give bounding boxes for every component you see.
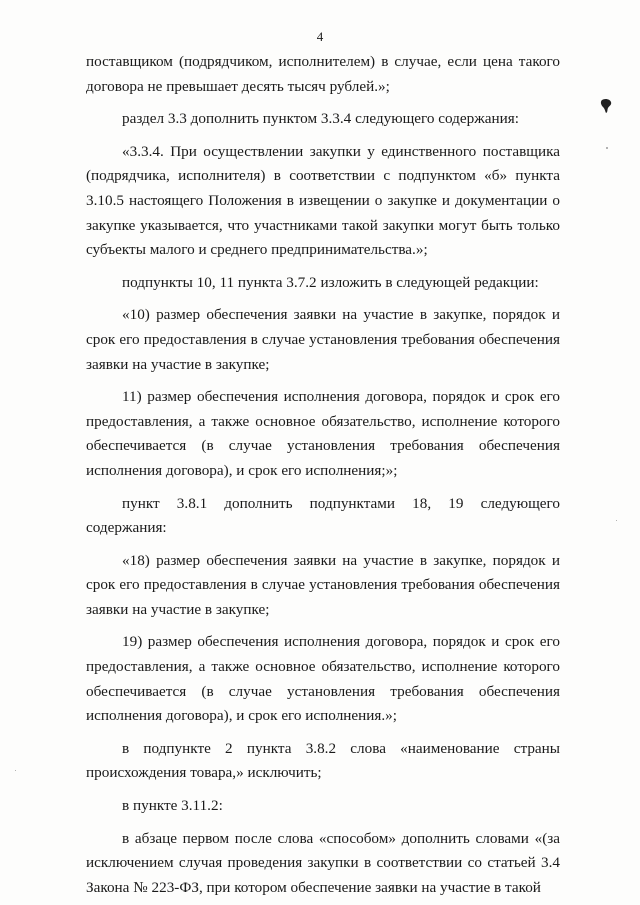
paragraph: 11) размер обеспечения исполнения договора, порядок и срок его предоставления, а также основное обязательство, исполнение которого обеспечивается (в случае установления требования обеспечения исполнения договора), и срок его исполнения;»; bbox=[86, 388, 560, 479]
scan-speck bbox=[15, 770, 16, 771]
paragraph: в пункте 3.11.2: bbox=[122, 797, 223, 815]
document-body bbox=[86, 50, 560, 900]
ink-blot bbox=[599, 98, 613, 114]
scan-speck bbox=[606, 147, 608, 149]
paragraph: подпункты 10, 11 пункта 3.7.2 изложить в следующей редакции: bbox=[122, 273, 539, 291]
paragraph-continuation: поставщиком (подрядчиком, исполнителем) в случае, если цена такого договора не превышает десять тысяч рублей.»; bbox=[86, 53, 560, 95]
scan-speck bbox=[616, 520, 617, 521]
paragraph: пункт 3.8.1 дополнить подпунктами 18, 19 следующего содержания: bbox=[86, 494, 560, 537]
paragraph: «3.3.4. При осуществлении закупки у единственного поставщика (подрядчика, исполнителя) в соответствии с подпунктом «б» пункта 3.10.5 настоящего Положения в извещении о закупке и документации о закупке указывается, что участниками такой закупки могут быть только субъекты малого и среднего предпринимательства.»; bbox=[86, 142, 560, 259]
paragraph: «18) размер обеспечения заявки на участие в закупке, порядок и срок его предоставления в случае установления требования обеспечения заявки на участие в закупке; bbox=[86, 551, 560, 618]
paragraph: в подпункте 2 пункта 3.8.2 слова «наименование страны происхождения товара,» исключить; bbox=[86, 739, 560, 782]
paragraph: в абзаце первом после слова «способом» дополнить словами «(за исключением случая проведения закупки в соответствии со статьей 3.4 Закона № 223-ФЗ, при котором обеспечение заявки на участие в такой bbox=[86, 829, 560, 896]
paragraph: «10) размер обеспечения заявки на участие в закупке, порядок и срок его предоставления в случае установления требования обеспечения заявки на участие в закупке; bbox=[86, 306, 560, 373]
page-number: 4 bbox=[316, 29, 324, 44]
paragraph: 19) размер обеспечения исполнения договора, порядок и срок его предоставления, а также основное обязательство, исполнение которого обеспечивается (в случае установления требования обеспечения исполнения договора), и срок его исполнения.»; bbox=[86, 633, 560, 725]
paragraph: раздел 3.3 дополнить пунктом 3.3.4 следующего содержания: bbox=[122, 110, 519, 128]
